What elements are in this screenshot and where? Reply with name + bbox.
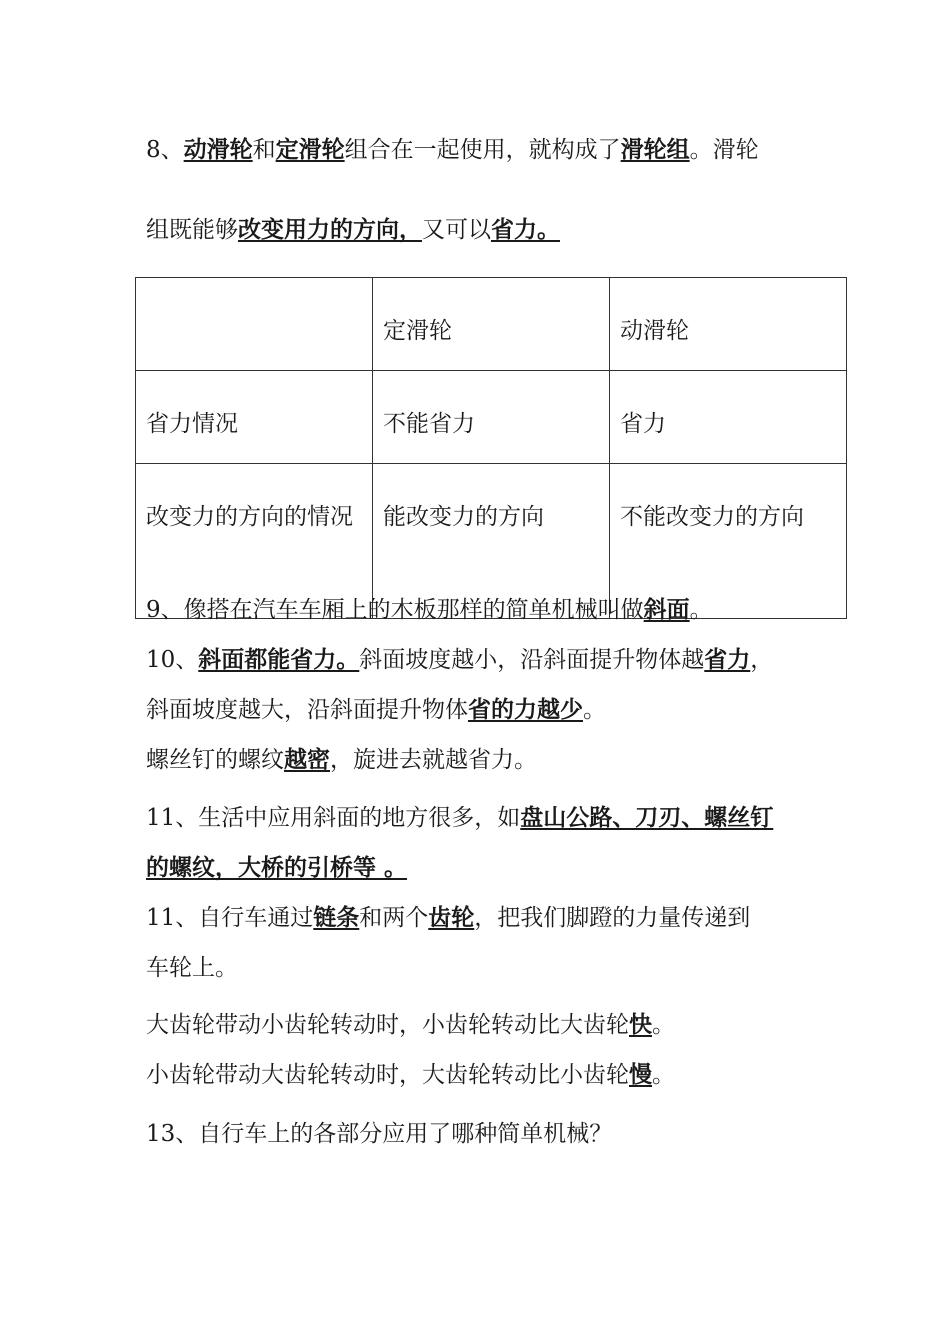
text: 13、自行车上的各部分应用了哪种简单机械？ bbox=[146, 1121, 613, 1147]
item-8-line-2 bbox=[146, 215, 811, 245]
item-10-line-2 bbox=[146, 695, 811, 725]
text: ，旋进去就越省力。 bbox=[330, 747, 537, 773]
term-denser: 越密 bbox=[284, 746, 330, 773]
gears-line-2 bbox=[146, 1060, 811, 1090]
term-movable-pulley: 动滑轮 bbox=[183, 136, 253, 163]
term-less-force-saved: 省的力越少 bbox=[468, 696, 583, 723]
text: 。滑轮 bbox=[689, 137, 759, 163]
item-13 bbox=[146, 1119, 811, 1149]
text: 。 bbox=[652, 1062, 675, 1088]
text: 11、生活中应用斜面的地方很多，如 bbox=[146, 805, 521, 831]
term-slope-examples: 盘山公路、刀刃、螺丝钉 bbox=[520, 804, 774, 831]
term-pulley-block: 滑轮组 bbox=[620, 136, 690, 163]
item-9 bbox=[146, 595, 811, 625]
item-11b-line-1 bbox=[146, 903, 811, 933]
item-8-line-1 bbox=[146, 135, 811, 165]
text: 9、像搭在汽车车厢上的木板那样的简单机械叫做 bbox=[146, 597, 644, 623]
term-change-direction: 改变用力的方向， bbox=[238, 216, 422, 243]
text: 小齿轮带动大齿轮转动时，大齿轮转动比小齿轮 bbox=[146, 1062, 629, 1088]
term-save-force: 省力 bbox=[704, 646, 751, 673]
text: 和 bbox=[252, 137, 276, 163]
table-cell: 不能省力 bbox=[373, 371, 610, 464]
item-11a-line-1 bbox=[146, 803, 811, 833]
pulley-comparison-table bbox=[135, 277, 847, 619]
term-fast: 快 bbox=[629, 1011, 652, 1038]
term-slope: 斜面 bbox=[643, 596, 690, 623]
text: 又可以 bbox=[422, 217, 491, 243]
text: 斜面坡度越小，沿斜面提升物体越 bbox=[359, 647, 705, 673]
table-cell: 不能改变力的方向 bbox=[610, 464, 847, 619]
text: 斜面坡度越大，沿斜面提升物体 bbox=[146, 697, 468, 723]
item-10-line-1 bbox=[146, 645, 811, 675]
item-11a-line-2 bbox=[146, 853, 811, 883]
table-cell: 省力 bbox=[610, 371, 847, 464]
table-cell: 省力情况 bbox=[136, 371, 373, 464]
table-cell: 能改变力的方向 bbox=[373, 464, 610, 619]
text: 螺丝钉的螺纹 bbox=[146, 747, 284, 773]
text: 。 bbox=[652, 1012, 675, 1038]
text: 组合在一起使用，就构成了 bbox=[344, 137, 621, 163]
table-header-cell bbox=[136, 278, 373, 371]
text: 组既能够 bbox=[146, 217, 238, 243]
term-chain: 链条 bbox=[313, 904, 360, 931]
table-row bbox=[136, 371, 847, 464]
text: 车轮上。 bbox=[146, 955, 238, 981]
table-cell: 改变力的方向的情况 bbox=[136, 464, 373, 619]
text: 。 bbox=[583, 697, 606, 723]
item-10-line-3 bbox=[146, 745, 811, 775]
term-save-force: 省力。 bbox=[491, 216, 560, 243]
table-header-row bbox=[136, 278, 847, 371]
term-slow: 慢 bbox=[629, 1061, 652, 1088]
text: 和两个 bbox=[359, 905, 429, 931]
text: ，把我们脚蹬的力量传递到 bbox=[474, 905, 751, 931]
text: ， bbox=[750, 647, 774, 673]
text: 。 bbox=[689, 597, 713, 623]
table-header-cell: 动滑轮 bbox=[610, 278, 847, 371]
term-fixed-pulley: 定滑轮 bbox=[275, 136, 345, 163]
term-slope-examples-cont: 的螺纹，大桥的引桥等 。 bbox=[146, 854, 408, 881]
table-header-cell: 定滑轮 bbox=[373, 278, 610, 371]
term-gear: 齿轮 bbox=[428, 904, 475, 931]
text: 大齿轮带动小齿轮转动时，小齿轮转动比大齿轮 bbox=[146, 1012, 629, 1038]
text: 11、自行车通过 bbox=[146, 905, 314, 931]
gears-line-1 bbox=[146, 1010, 811, 1040]
item-11b-line-2 bbox=[146, 953, 811, 983]
item-10-prefix: 10、 bbox=[146, 647, 199, 673]
term-slope-saves-force: 斜面都能省力。 bbox=[198, 646, 360, 673]
item-8-prefix: 8、 bbox=[146, 137, 184, 163]
